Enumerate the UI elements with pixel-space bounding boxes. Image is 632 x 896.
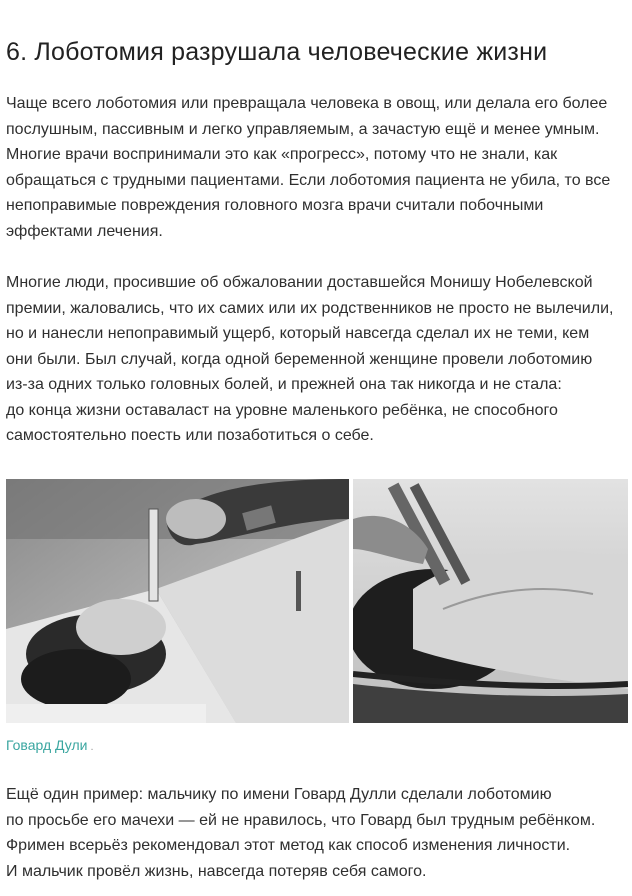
paragraph-line: они были. Был случай, когда одной беременной женщине провели лоботомию <box>6 350 593 368</box>
paragraph-line: из-за одних только головных болей, и прежней она так никогда и не стала: <box>6 376 562 393</box>
paragraph-line: послушным, пассивным и легко управляемым, а зачастую ещё и менее умным. <box>6 120 600 138</box>
caption-link[interactable]: Говард Дули <box>6 737 88 753</box>
paragraph-line: И мальчик провёл жизнь, навсегда потеряв себя самого. <box>6 862 427 880</box>
lobotomy-photo-right <box>353 479 628 723</box>
paragraph-line: до конца жизни оставаласт на уровне маленького ребёнка, не способного <box>6 401 558 419</box>
paragraph-line: Многие люди, просившие об обжаловании доставшейся Монишу Нобелевской <box>6 274 593 291</box>
caption-mark: . <box>90 741 94 753</box>
paragraph-complaints <box>6 270 628 449</box>
paragraph-example <box>6 782 628 884</box>
paragraph-line: самостоятельно поесть или позаботиться о себе. <box>6 427 374 444</box>
paragraph-line: но и нанесли непоправимый ущерб, который навсегда сделал их не теми, кем <box>6 325 590 342</box>
paragraph-line: непоправимые повреждения головного мозга врачи считали побочными <box>6 197 544 214</box>
paragraph-line: Многие врачи воспринимали это как «прогресс», потому что не знали, как <box>6 146 558 163</box>
paragraph-line: обращаться с трудными пациентами. Если лоботомия пациента не убила, то все <box>6 171 611 189</box>
lobotomy-photo-left <box>6 479 349 723</box>
paragraph-line: премии, жаловались, что их самих или их родственников не просто не вылечили, <box>6 299 614 317</box>
paragraph-line: эффектами лечения. <box>6 222 163 240</box>
paragraph-line: Ещё один пример: мальчику по имени Говард Дулли сделали лоботомию <box>6 786 552 803</box>
paragraph-intro <box>6 91 628 244</box>
article-heading: 6. Лоботомия разрушала человеческие жизни <box>6 38 548 66</box>
paragraph-line: Фримен всерьёз рекомендовал этот метод как способ изменения личности. <box>6 837 571 854</box>
photo-caption <box>6 737 94 753</box>
paragraph-line: по просьбе его мачехи — ей не нравилось, что Говард был трудным ребёнком. <box>6 811 596 829</box>
photo-pair <box>6 479 628 723</box>
paragraph-line: Чаще всего лоботомия или превращала человека в овощ, или делала его более <box>6 95 608 112</box>
